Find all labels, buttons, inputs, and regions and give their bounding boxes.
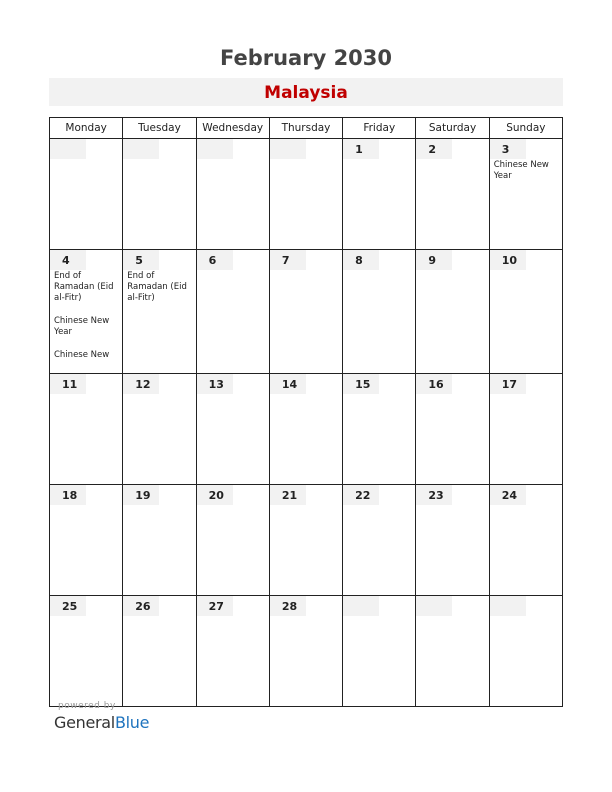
day-number: 13 [197,374,233,394]
weekday-header: Saturday [416,118,489,139]
day-number [416,596,452,616]
day-number: 4 [50,250,86,270]
day-cell[interactable] [50,485,123,596]
holiday-list [490,159,562,182]
day-cell[interactable] [489,250,562,374]
day-cell[interactable] [416,596,489,707]
day-cell[interactable] [123,139,196,250]
weekday-header: Sunday [489,118,562,139]
day-number: 14 [270,374,306,394]
day-cell[interactable] [269,485,342,596]
holiday-name: Chinese New Year [54,316,110,337]
day-number: 10 [490,250,526,270]
day-cell[interactable] [123,250,196,374]
week-row [50,485,563,596]
calendar-grid [49,117,563,707]
day-cell[interactable] [269,250,342,374]
day-number: 15 [343,374,379,394]
day-number: 3 [490,139,526,159]
day-cell[interactable] [269,374,342,485]
day-number: 2 [416,139,452,159]
day-cell[interactable] [343,596,416,707]
day-cell[interactable] [50,374,123,485]
holiday-name: Chinese New [54,350,110,360]
weekday-header-row [50,118,563,139]
day-number: 6 [197,250,233,270]
holiday-name: End of Ramadan (Eid al-Fitr) [54,271,114,303]
weekday-header: Friday [343,118,416,139]
day-number: 11 [50,374,86,394]
day-cell[interactable] [196,139,269,250]
brand-general: General [54,713,115,732]
day-number: 25 [50,596,86,616]
day-number: 8 [343,250,379,270]
day-cell[interactable] [123,485,196,596]
day-cell[interactable] [343,374,416,485]
day-cell[interactable] [196,374,269,485]
weekday-header: Monday [50,118,123,139]
day-cell[interactable] [416,485,489,596]
day-number: 12 [123,374,159,394]
day-number: 23 [416,485,452,505]
day-cell[interactable] [343,250,416,374]
country-label: Malaysia [49,78,563,106]
day-cell[interactable] [489,139,562,250]
day-cell[interactable] [269,139,342,250]
weekday-header: Thursday [269,118,342,139]
holiday-name: Chinese New Year [493,160,549,181]
holiday-list [50,270,122,361]
day-cell[interactable] [343,485,416,596]
day-number: 20 [197,485,233,505]
day-number: 18 [50,485,86,505]
day-number: 24 [490,485,526,505]
day-cell[interactable] [50,250,123,374]
day-cell[interactable] [196,485,269,596]
day-cell[interactable] [196,596,269,707]
day-cell[interactable] [416,250,489,374]
day-number: 7 [270,250,306,270]
day-number [197,139,233,159]
day-number: 21 [270,485,306,505]
day-number: 27 [197,596,233,616]
holiday-name: End of Ramadan (Eid al-Fitr) [127,271,187,303]
day-number [490,596,526,616]
day-number: 26 [123,596,159,616]
week-row [50,250,563,374]
day-cell[interactable] [50,596,123,707]
day-cell[interactable] [489,596,562,707]
day-number [123,139,159,159]
holiday-list [123,270,195,304]
day-cell[interactable] [196,250,269,374]
day-cell[interactable] [123,374,196,485]
week-row [50,374,563,485]
brand-blue: Blue [114,713,150,732]
day-number: 1 [343,139,379,159]
powered-by-text: powered by [58,701,116,711]
day-cell[interactable] [50,139,123,250]
day-number: 16 [416,374,452,394]
day-number [343,596,379,616]
page-title: February 2030 [219,46,393,70]
day-number [270,139,306,159]
day-cell[interactable] [123,596,196,707]
day-cell[interactable] [343,139,416,250]
day-number: 17 [490,374,526,394]
day-cell[interactable] [416,374,489,485]
day-cell[interactable] [489,485,562,596]
day-cell[interactable] [416,139,489,250]
week-row [50,596,563,707]
brand-logo[interactable] [54,713,149,732]
day-number: 9 [416,250,452,270]
day-number: 22 [343,485,379,505]
weekday-header: Wednesday [196,118,269,139]
day-number: 28 [270,596,306,616]
week-row [50,139,563,250]
day-number [50,139,86,159]
day-cell[interactable] [269,596,342,707]
day-number: 5 [123,250,159,270]
day-cell[interactable] [489,374,562,485]
weekday-header: Tuesday [123,118,196,139]
day-number: 19 [123,485,159,505]
